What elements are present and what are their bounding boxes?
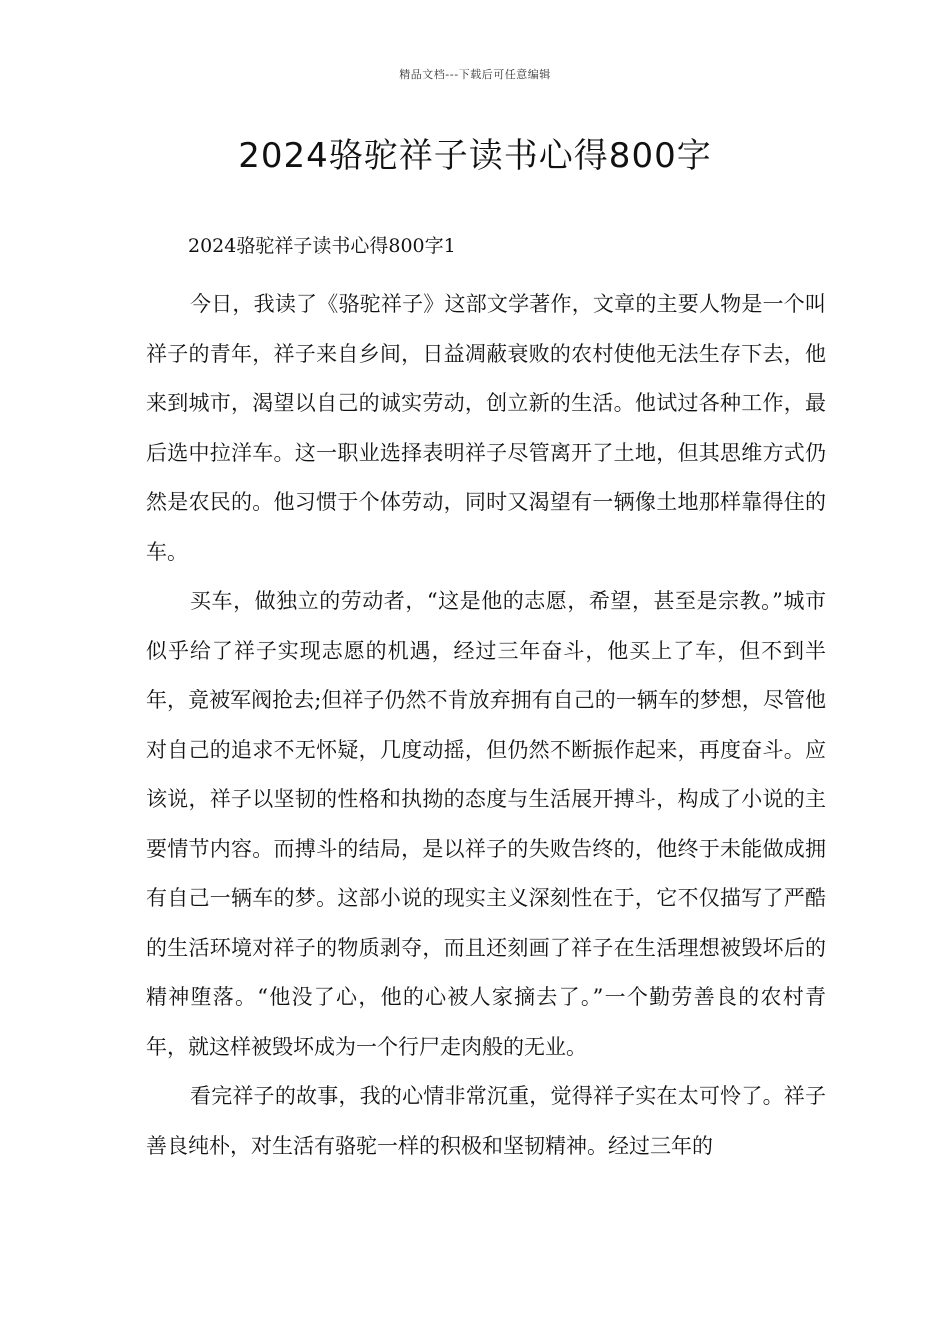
paragraph-1: 今日，我读了《骆驼祥子》这部文学著作，文章的主要人物是一个叫祥子的青年，祥子来自乡间，日益凋蔽衰败的农村使他无法生存下去，他来到城市，渴望以自己的诚实劳动，创立新的生活。他试过各种工作，最后选中拉洋车。这一职业选择表明祥子尽管离开了土地，但其思维方式仍然是农民的。他习惯于个体劳动，同时又渴望有一辆像土地那样靠得住的车。 [146,292,826,564]
document-title: 2024骆驼祥子读书心得800字 [238,136,712,176]
document-body [146,230,826,1171]
paragraph-2: 买车，做独立的劳动者，“这是他的志愿，希望，甚至是宗教。”城市似乎给了祥子实现志愿的机遇，经过三年奋斗，他买上了车，但不到半年，竟被军阀抢去;但祥子仍然不肯放弃拥有自己的一辆车的梦想，尽管他对自己的追求不无怀疑，几度动摇，但仍然不断振作起来，再度奋斗。应该说，祥子以坚韧的性格和执拗的态度与生活展开搏斗，构成了小说的主要情节内容。而搏斗的结局，是以祥子的失败告终的，他终于未能做成拥有自己一辆车的梦。这部小说的现实主义深刻性在于，它不仅描写了严酷的生活环境对祥子的物质剥夺，而且还刻画了祥子在生活理想被毁坏后的精神堕落。“他没了心，他的心被人家摘去了。”一个勤劳善良的农村青年，就这样被毁坏成为一个行尸走肉般的无业。 [146,589,826,1059]
document-subtitle: 2024骆驼祥子读书心得800字1 [188,235,456,257]
paragraph-3: 看完祥子的故事，我的心情非常沉重，觉得祥子实在太可怜了。祥子善良纯朴，对生活有骆驼一样的积极和坚韧精神。经过三年的 [146,1084,826,1158]
header-note: 精品文档---下载后可任意编辑 [399,68,551,81]
